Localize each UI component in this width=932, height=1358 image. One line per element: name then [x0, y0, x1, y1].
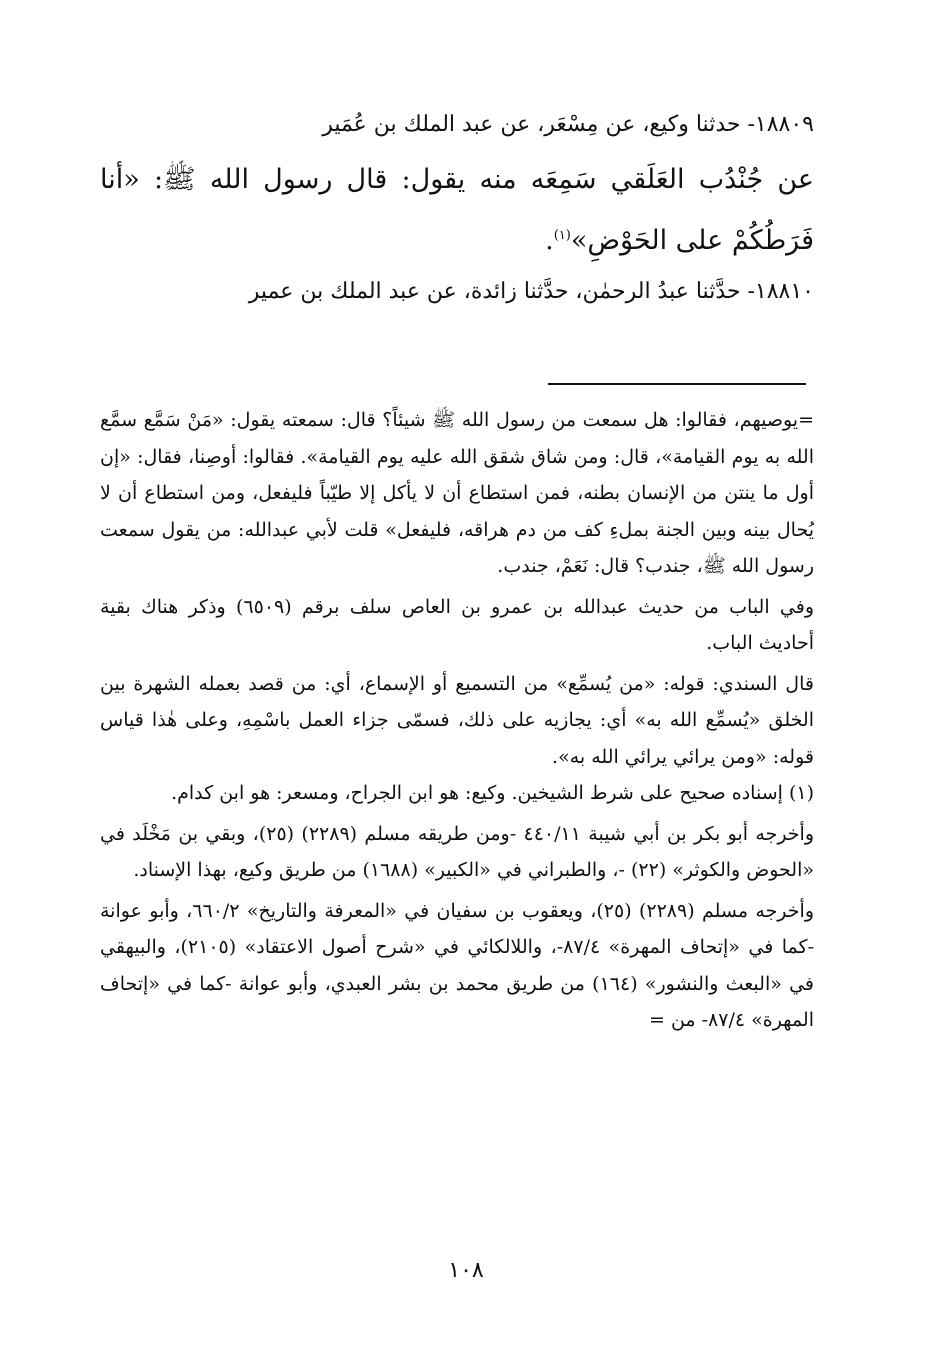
main-text — [100, 110, 814, 307]
hadith-18809-isnad: ١٨٨٠٩- حدثنا وكيع، عن مِسْعَر، عن عبد الملك بن عُمَير — [322, 112, 814, 137]
footnote-paragraph: وأخرجه مسلم (٢٢٨٩) (٢٥)، ويعقوب بن سفيان في «المعرفة والتاريخ» ٦٦٠/٢، وأبو عوانة -كما في «إتحاف المهرة» ٨٧/٤-، واللالكائي في «شرح أصول الاعتقاد» (٢١٠٥)، والبيهقي في «البعث والنشور» (١٦٤) من طريق محمد بن بشر العبدي، وأبو عوانة -كما في «إتحاف المهرة» ٨٧/٤- من = — [100, 899, 814, 1031]
footnote-1: (١) إسناده صحيح على شرط الشيخين. وكيع: هو ابن الجراح، ومسعر: هو ابن كدام. — [171, 782, 814, 804]
hadith-18810-isnad: ١٨٨١٠- حدَّثنا عبدُ الرحمٰن، حدَّثنا زائدة، عن عبد الملك بن عمير — [248, 279, 814, 304]
hadith-18809-text: عن جُنْدُب العَلَقي سَمِعَه منه يقول: قال رسول الله ﷺ: «أنا فَرَطُكُمْ على الحَوْضِ» — [100, 164, 814, 256]
footnote-divider — [548, 383, 806, 385]
hadith-18809-matn — [100, 152, 814, 269]
footnote-paragraph: قال السندي: قوله: «من يُسمِّع» من التسميع أو الإسماع، أي: من قصد بعمله الشهرة بين الخلق «يُسمِّع الله به» أي: يجازيه على ذلك، فسمّى جزاء العمل باسْمِهِ، وعلى هٰذا قياس قوله: «ومن يرائي يرائي الله به». — [100, 672, 814, 768]
page-number: ١٠٨ — [448, 1258, 484, 1283]
footnotes — [100, 402, 814, 1039]
footnote-paragraph: وأخرجه أبو بكر بن أبي شيبة ٤٤٠/١١ -ومن طريقه مسلم (٢٢٨٩) (٢٥)، وبقي بن مَخْلَد في «الحوض والكوثر» (٢٢) -، والطبراني في «الكبير» (١٦٨٨) من طريق وكيع، بهذا الإسناد. — [100, 822, 815, 881]
footnote-ref-1: (١) — [553, 228, 571, 243]
hadith-18809-end: . — [545, 225, 554, 256]
footnote-continuation: =يوصيهم، فقالوا: هل سمعت من رسول الله ﷺ شيئاً؟ قال: سمعته يقول: «مَنْ سَمَّع سمَّع الله به يوم القيامة»، قال: ومن شاق شقق الله عليه يوم القيامة». فقالوا: أوصِنا، فقال: «إن أول ما ينتن من الإنسان بطنه، فمن استطاع أن لا يأكل إلا طيّباً فليفعل، ومن استطاع أن لا يُحال بينه وبين الجنة بملءِ كف من دم هراقه، فليفعل» قلت لأبي عبدالله: من يقول سمعت رسول الله ﷺ، جندب؟ قال: نَعَمْ، جندب. — [100, 409, 814, 577]
footnote-paragraph: وفي الباب من حديث عبدالله بن عمرو بن العاص سلف برقم (٦٥٠٩) وذكر هناك بقية أحاديث الباب. — [100, 595, 814, 654]
